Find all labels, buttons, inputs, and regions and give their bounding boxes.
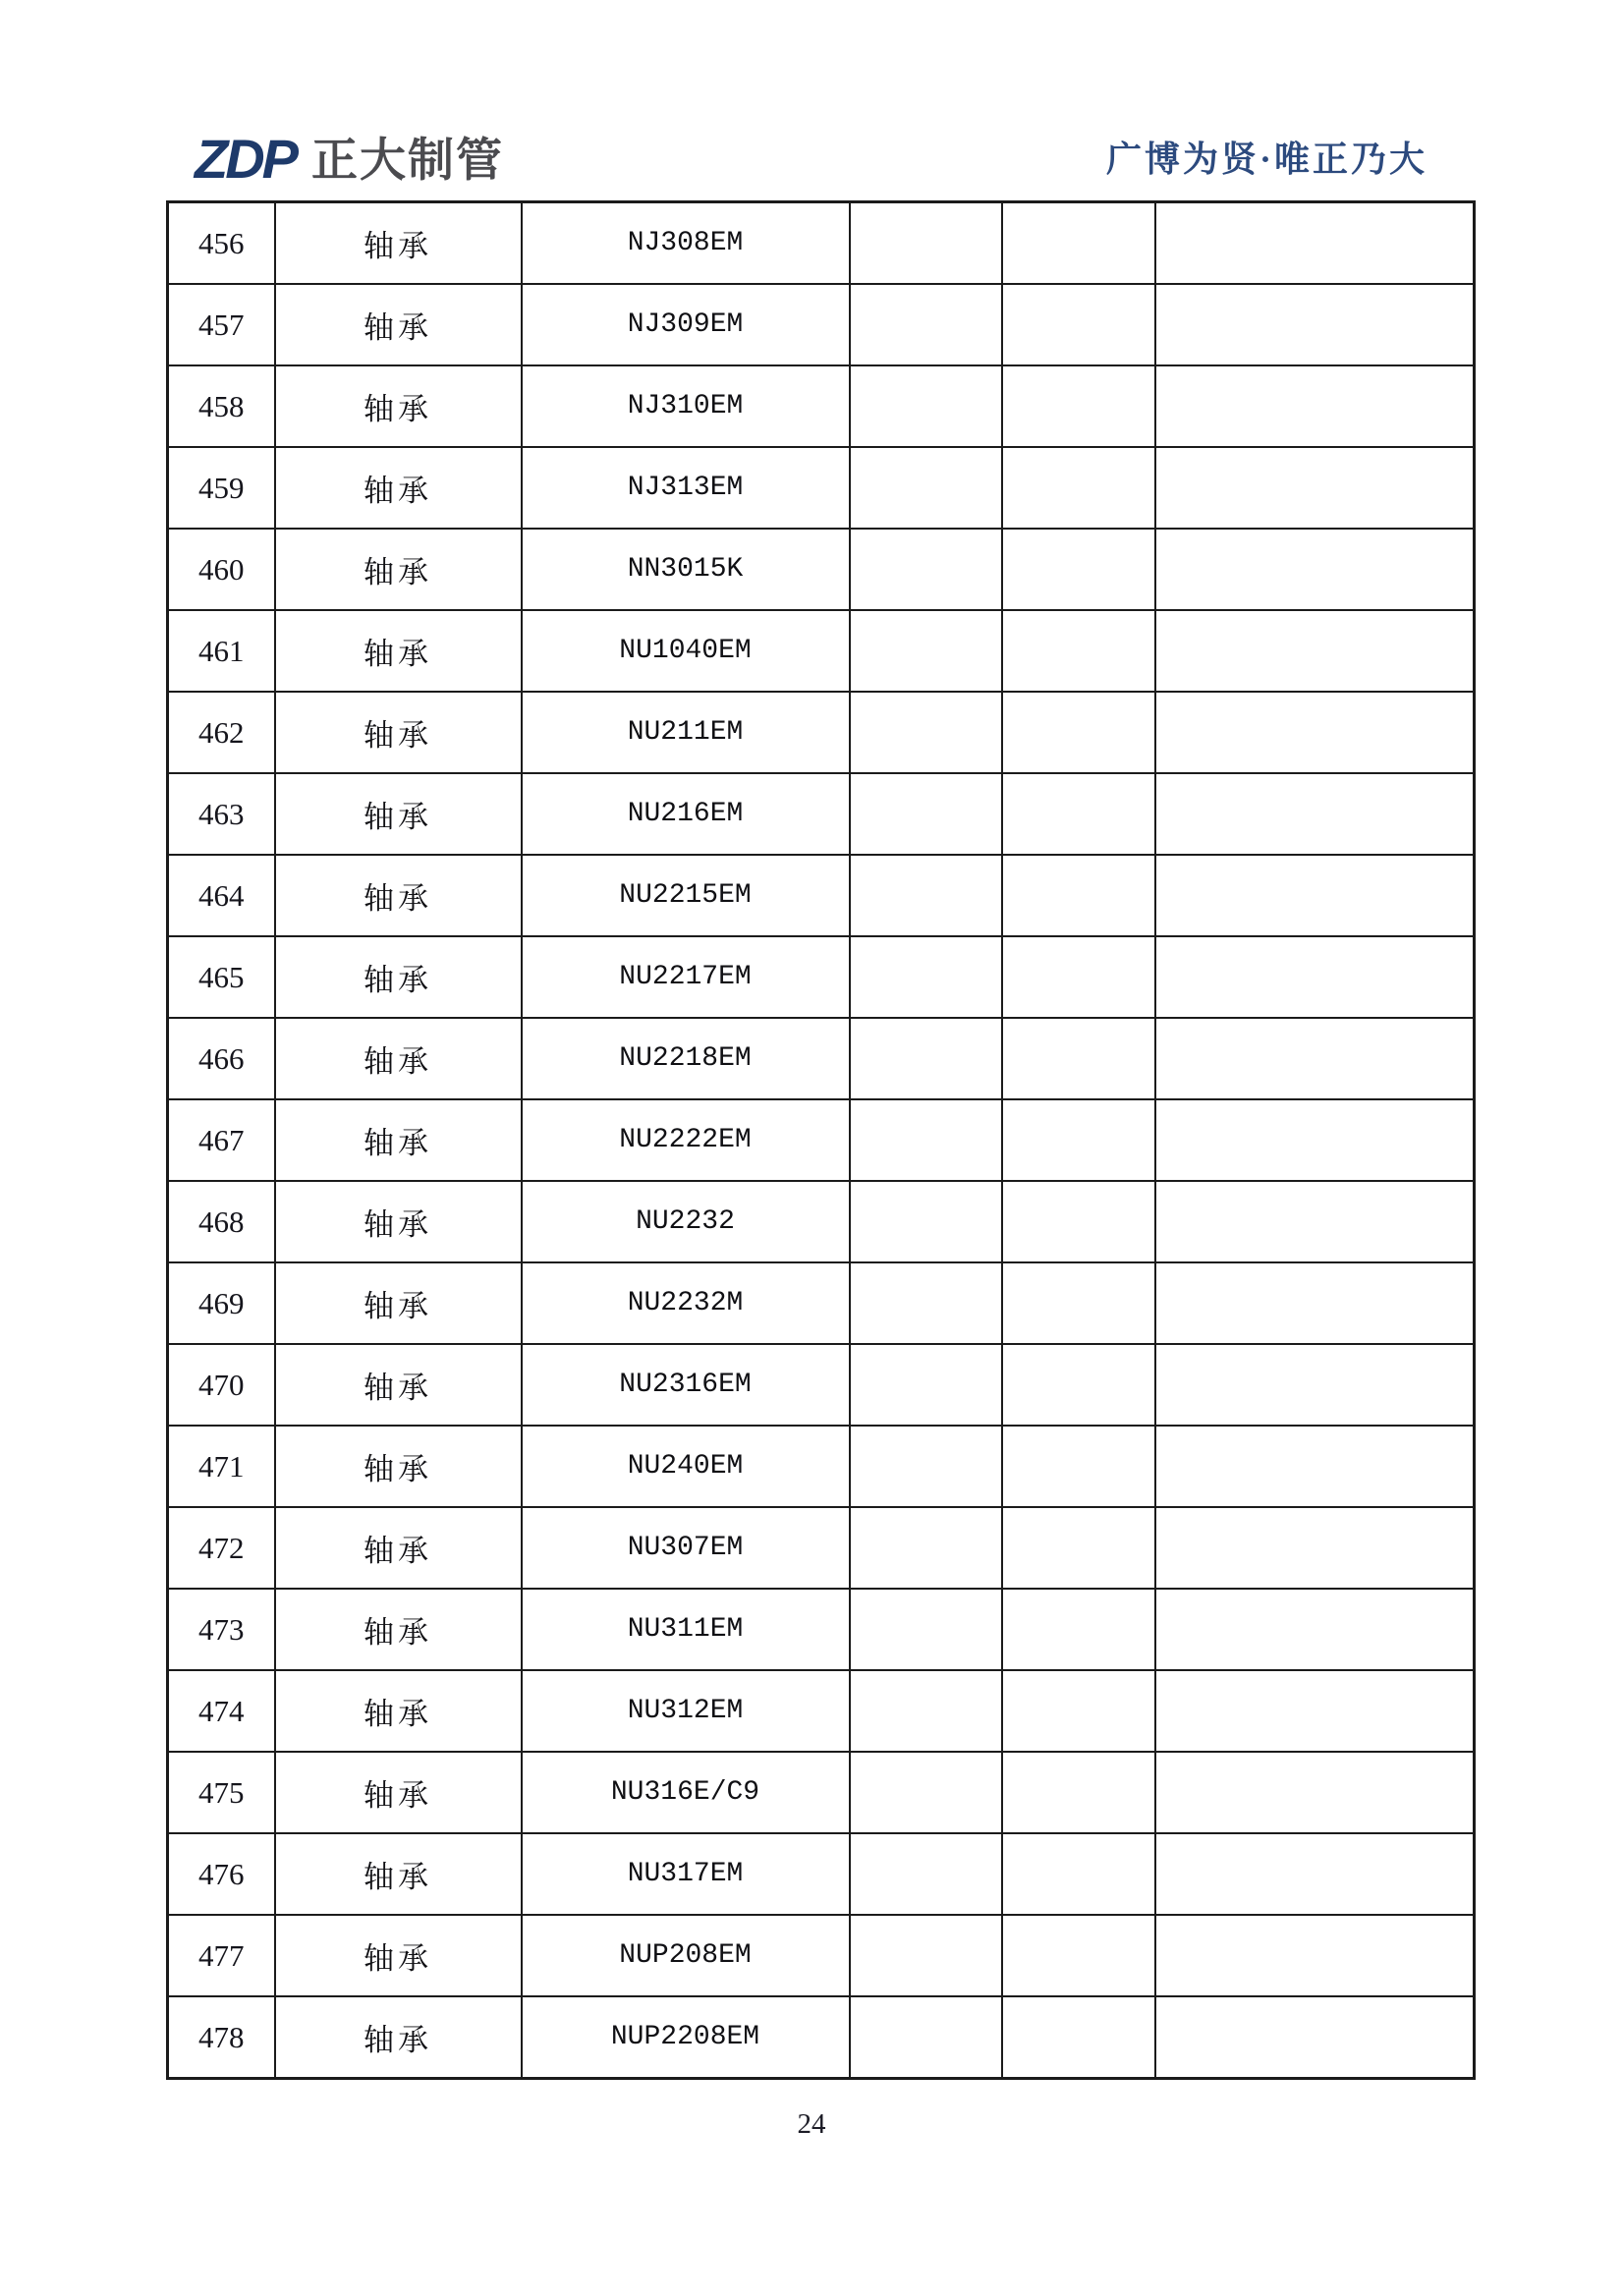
- empty-cell-3: [1155, 610, 1475, 692]
- model-cell: NU311EM: [522, 1589, 850, 1670]
- empty-cell-1: [850, 773, 1002, 855]
- row-number-cell: 465: [168, 936, 275, 1018]
- table-row: [168, 529, 1475, 610]
- row-number-cell: 475: [168, 1752, 275, 1833]
- row-number-cell: 464: [168, 855, 275, 936]
- empty-cell-3: [1155, 1262, 1475, 1344]
- empty-cell-3: [1155, 1589, 1475, 1670]
- table-row: [168, 1752, 1475, 1833]
- model-cell: NU211EM: [522, 692, 850, 773]
- company-name: 正大制管: [311, 133, 504, 186]
- empty-cell-3: [1155, 1181, 1475, 1262]
- empty-cell-1: [850, 1670, 1002, 1752]
- empty-cell-2: [1002, 1018, 1155, 1099]
- empty-cell-1: [850, 1589, 1002, 1670]
- empty-cell-2: [1002, 284, 1155, 365]
- table-row: [168, 1426, 1475, 1507]
- empty-cell-3: [1155, 855, 1475, 936]
- empty-cell-3: [1155, 1670, 1475, 1752]
- empty-cell-2: [1002, 855, 1155, 936]
- category-cell: 轴承: [275, 1426, 522, 1507]
- row-number-cell: 472: [168, 1507, 275, 1589]
- table-row: [168, 1181, 1475, 1262]
- model-cell: NU216EM: [522, 773, 850, 855]
- model-cell: NUP208EM: [522, 1915, 850, 1996]
- empty-cell-2: [1002, 610, 1155, 692]
- empty-cell-2: [1002, 1426, 1155, 1507]
- table-row: [168, 1670, 1475, 1752]
- model-cell: NN3015K: [522, 529, 850, 610]
- model-cell: NJ308EM: [522, 202, 850, 285]
- category-cell: 轴承: [275, 447, 522, 529]
- empty-cell-1: [850, 1181, 1002, 1262]
- category-cell: 轴承: [275, 365, 522, 447]
- empty-cell-3: [1155, 447, 1475, 529]
- row-number-cell: 456: [168, 202, 275, 285]
- table-row: [168, 1507, 1475, 1589]
- model-cell: NU307EM: [522, 1507, 850, 1589]
- empty-cell-1: [850, 1262, 1002, 1344]
- empty-cell-2: [1002, 1589, 1155, 1670]
- empty-cell-3: [1155, 1833, 1475, 1915]
- empty-cell-1: [850, 1018, 1002, 1099]
- model-cell: NU316E/C9: [522, 1752, 850, 1833]
- empty-cell-2: [1002, 1507, 1155, 1589]
- empty-cell-1: [850, 1915, 1002, 1996]
- empty-cell-3: [1155, 1018, 1475, 1099]
- empty-cell-2: [1002, 365, 1155, 447]
- zdp-logo-text: ZDP: [195, 128, 296, 190]
- empty-cell-2: [1002, 202, 1155, 285]
- empty-cell-2: [1002, 1996, 1155, 2079]
- empty-cell-2: [1002, 936, 1155, 1018]
- empty-cell-2: [1002, 529, 1155, 610]
- category-cell: 轴承: [275, 284, 522, 365]
- empty-cell-2: [1002, 1670, 1155, 1752]
- table-row: [168, 773, 1475, 855]
- empty-cell-3: [1155, 1752, 1475, 1833]
- parts-table-body: [168, 202, 1475, 2079]
- model-cell: NU2218EM: [522, 1018, 850, 1099]
- empty-cell-1: [850, 284, 1002, 365]
- row-number-cell: 477: [168, 1915, 275, 1996]
- table-row: [168, 1262, 1475, 1344]
- empty-cell-3: [1155, 202, 1475, 285]
- row-number-cell: 473: [168, 1589, 275, 1670]
- empty-cell-1: [850, 610, 1002, 692]
- table-row: [168, 1833, 1475, 1915]
- table-row: [168, 202, 1475, 285]
- parts-table-container: [166, 200, 1476, 2080]
- row-number-cell: 460: [168, 529, 275, 610]
- category-cell: 轴承: [275, 1833, 522, 1915]
- row-number-cell: 469: [168, 1262, 275, 1344]
- category-cell: 轴承: [275, 610, 522, 692]
- model-cell: NU1040EM: [522, 610, 850, 692]
- model-cell: NJ313EM: [522, 447, 850, 529]
- row-number-cell: 463: [168, 773, 275, 855]
- category-cell: 轴承: [275, 1344, 522, 1426]
- model-cell: NU2232M: [522, 1262, 850, 1344]
- model-cell: NJ310EM: [522, 365, 850, 447]
- model-cell: NUP2208EM: [522, 1996, 850, 2079]
- model-cell: NU2316EM: [522, 1344, 850, 1426]
- category-cell: 轴承: [275, 1018, 522, 1099]
- table-row: [168, 1344, 1475, 1426]
- category-cell: 轴承: [275, 1589, 522, 1670]
- empty-cell-3: [1155, 1996, 1475, 2079]
- table-row: [168, 1099, 1475, 1181]
- model-cell: NU2217EM: [522, 936, 850, 1018]
- row-number-cell: 474: [168, 1670, 275, 1752]
- empty-cell-3: [1155, 692, 1475, 773]
- empty-cell-3: [1155, 1344, 1475, 1426]
- table-row: [168, 284, 1475, 365]
- empty-cell-2: [1002, 1752, 1155, 1833]
- row-number-cell: 458: [168, 365, 275, 447]
- empty-cell-1: [850, 1344, 1002, 1426]
- row-number-cell: 457: [168, 284, 275, 365]
- empty-cell-3: [1155, 1507, 1475, 1589]
- empty-cell-1: [850, 447, 1002, 529]
- row-number-cell: 471: [168, 1426, 275, 1507]
- category-cell: 轴承: [275, 1670, 522, 1752]
- model-cell: NU2222EM: [522, 1099, 850, 1181]
- category-cell: 轴承: [275, 1099, 522, 1181]
- table-row: [168, 855, 1475, 936]
- empty-cell-3: [1155, 529, 1475, 610]
- category-cell: 轴承: [275, 1752, 522, 1833]
- page-number: 24: [797, 2108, 826, 2140]
- category-cell: 轴承: [275, 936, 522, 1018]
- table-row: [168, 1915, 1475, 1996]
- header-slogan: 广博为贤·唯正乃大: [1105, 140, 1427, 179]
- table-row: [168, 936, 1475, 1018]
- empty-cell-2: [1002, 1344, 1155, 1426]
- model-cell: NU240EM: [522, 1426, 850, 1507]
- empty-cell-2: [1002, 1262, 1155, 1344]
- table-row: [168, 610, 1475, 692]
- row-number-cell: 467: [168, 1099, 275, 1181]
- row-number-cell: 476: [168, 1833, 275, 1915]
- empty-cell-2: [1002, 1833, 1155, 1915]
- table-row: [168, 1018, 1475, 1099]
- empty-cell-3: [1155, 1426, 1475, 1507]
- empty-cell-2: [1002, 1915, 1155, 1996]
- category-cell: 轴承: [275, 855, 522, 936]
- empty-cell-1: [850, 1752, 1002, 1833]
- empty-cell-1: [850, 1426, 1002, 1507]
- table-row: [168, 1996, 1475, 2079]
- category-cell: 轴承: [275, 1996, 522, 2079]
- table-row: [168, 365, 1475, 447]
- model-cell: NU2232: [522, 1181, 850, 1262]
- row-number-cell: 478: [168, 1996, 275, 2079]
- empty-cell-3: [1155, 773, 1475, 855]
- table-row: [168, 692, 1475, 773]
- empty-cell-3: [1155, 1915, 1475, 1996]
- empty-cell-1: [850, 692, 1002, 773]
- category-cell: 轴承: [275, 1262, 522, 1344]
- table-row: [168, 447, 1475, 529]
- empty-cell-2: [1002, 447, 1155, 529]
- model-cell: NJ309EM: [522, 284, 850, 365]
- empty-cell-3: [1155, 365, 1475, 447]
- category-cell: 轴承: [275, 1181, 522, 1262]
- category-cell: 轴承: [275, 773, 522, 855]
- empty-cell-2: [1002, 773, 1155, 855]
- model-cell: NU317EM: [522, 1833, 850, 1915]
- row-number-cell: 459: [168, 447, 275, 529]
- empty-cell-1: [850, 529, 1002, 610]
- empty-cell-1: [850, 202, 1002, 285]
- row-number-cell: 462: [168, 692, 275, 773]
- category-cell: 轴承: [275, 1915, 522, 1996]
- table-row: [168, 1589, 1475, 1670]
- row-number-cell: 470: [168, 1344, 275, 1426]
- empty-cell-3: [1155, 1099, 1475, 1181]
- empty-cell-2: [1002, 1099, 1155, 1181]
- empty-cell-1: [850, 1833, 1002, 1915]
- category-cell: 轴承: [275, 1507, 522, 1589]
- row-number-cell: 466: [168, 1018, 275, 1099]
- category-cell: 轴承: [275, 529, 522, 610]
- empty-cell-2: [1002, 692, 1155, 773]
- parts-table: [166, 200, 1476, 2080]
- empty-cell-1: [850, 1996, 1002, 2079]
- row-number-cell: 468: [168, 1181, 275, 1262]
- empty-cell-3: [1155, 284, 1475, 365]
- company-logo: [195, 128, 504, 190]
- category-cell: 轴承: [275, 202, 522, 285]
- model-cell: NU2215EM: [522, 855, 850, 936]
- empty-cell-2: [1002, 1181, 1155, 1262]
- empty-cell-1: [850, 855, 1002, 936]
- model-cell: NU312EM: [522, 1670, 850, 1752]
- empty-cell-1: [850, 365, 1002, 447]
- empty-cell-1: [850, 1099, 1002, 1181]
- row-number-cell: 461: [168, 610, 275, 692]
- category-cell: 轴承: [275, 692, 522, 773]
- empty-cell-3: [1155, 936, 1475, 1018]
- empty-cell-1: [850, 936, 1002, 1018]
- empty-cell-1: [850, 1507, 1002, 1589]
